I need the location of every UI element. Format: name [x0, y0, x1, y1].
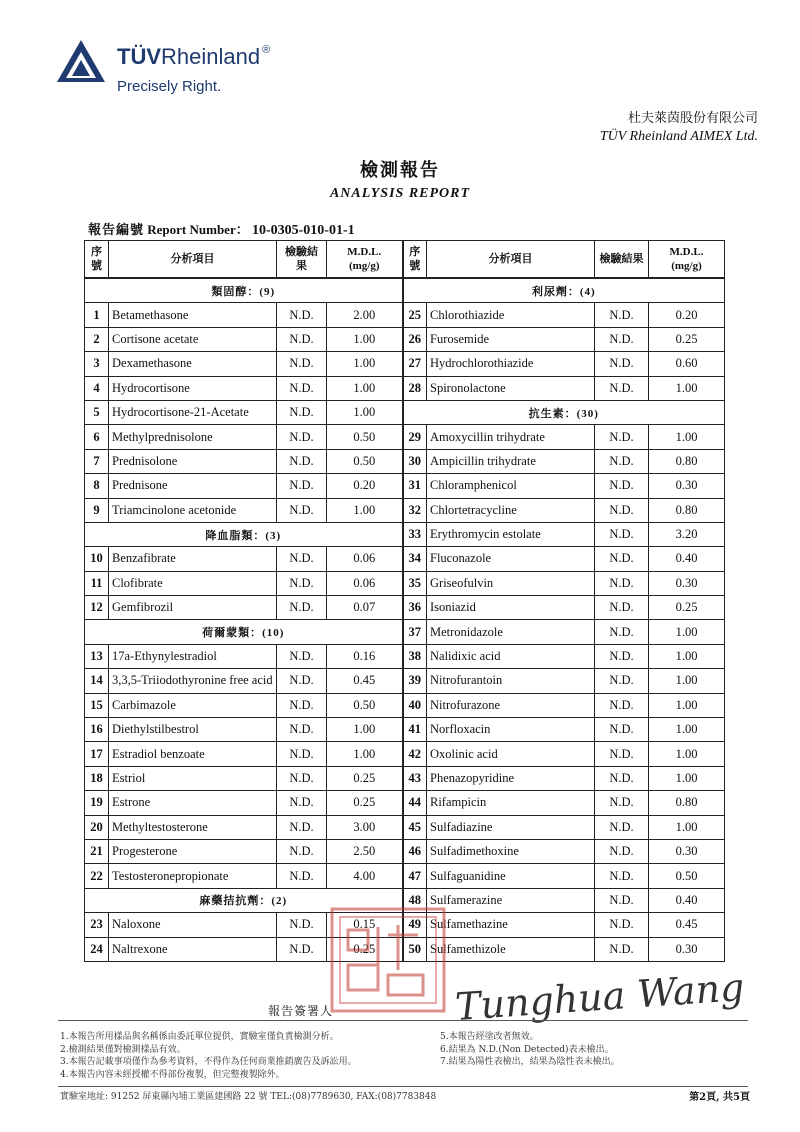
item-number: 11 — [85, 571, 109, 595]
item-number: 34 — [403, 547, 427, 571]
item-result: N.D. — [595, 791, 649, 815]
item-mdl: 1.00 — [649, 669, 725, 693]
table-row — [85, 620, 725, 644]
item-mdl: 0.15 — [327, 913, 403, 937]
item-result: N.D. — [595, 376, 649, 400]
item-number: 39 — [403, 669, 427, 693]
item-result: N.D. — [595, 913, 649, 937]
item-result: N.D. — [277, 571, 327, 595]
table-row — [85, 791, 725, 815]
item-mdl: 1.00 — [649, 376, 725, 400]
item-mdl: 0.30 — [649, 474, 725, 498]
item-mdl: 4.00 — [327, 864, 403, 888]
item-name: Naloxone — [109, 913, 277, 937]
item-number: 3 — [85, 352, 109, 376]
table-row — [85, 766, 725, 790]
item-number: 38 — [403, 644, 427, 668]
item-result: N.D. — [277, 742, 327, 766]
notes-left — [60, 1031, 357, 1081]
item-number: 21 — [85, 839, 109, 863]
item-mdl: 0.30 — [649, 839, 725, 863]
table-row — [85, 669, 725, 693]
item-mdl: 1.00 — [649, 425, 725, 449]
divider — [58, 1086, 748, 1087]
item-name: Nitrofurazone — [427, 693, 595, 717]
item-number: 46 — [403, 839, 427, 863]
tuv-logo — [55, 36, 315, 106]
item-name: Norfloxacin — [427, 718, 595, 742]
item-result: N.D. — [277, 400, 327, 424]
item-name: Sulfadiazine — [427, 815, 595, 839]
item-name: Fluconazole — [427, 547, 595, 571]
category-header: 抗生素：(30) — [403, 400, 725, 424]
table-row — [85, 400, 725, 424]
table-row — [85, 376, 725, 400]
item-name: Nitrofurantoin — [427, 669, 595, 693]
item-number: 40 — [403, 693, 427, 717]
item-result: N.D. — [277, 376, 327, 400]
item-result: N.D. — [595, 522, 649, 546]
item-name: Spironolactone — [427, 376, 595, 400]
category-header: 類固醇：(9) — [85, 278, 403, 303]
item-name: Triamcinolone acetonide — [109, 498, 277, 522]
item-result: N.D. — [277, 791, 327, 815]
table-row — [85, 522, 725, 546]
company-name-en: TÜV Rheinland AIMEX Ltd. — [599, 129, 758, 144]
item-number: 6 — [85, 425, 109, 449]
item-mdl: 0.30 — [649, 571, 725, 595]
item-number: 42 — [403, 742, 427, 766]
table-row — [85, 303, 725, 327]
table-row — [85, 474, 725, 498]
item-number: 13 — [85, 644, 109, 668]
report-number-label-zh: 報告編號 — [88, 222, 145, 237]
item-number: 17 — [85, 742, 109, 766]
item-name: Griseofulvin — [427, 571, 595, 595]
company-name-zh: 杜夫萊茵股份有限公司 — [627, 111, 758, 126]
item-result: N.D. — [277, 303, 327, 327]
item-result: N.D. — [595, 742, 649, 766]
item-result: N.D. — [277, 669, 327, 693]
item-name: Isoniazid — [427, 596, 595, 620]
item-name: 17a-Ethynylestradiol — [109, 644, 277, 668]
table-header-row — [85, 241, 725, 279]
item-name: Sulfamerazine — [427, 888, 595, 912]
item-name: Progesterone — [109, 839, 277, 863]
item-number: 7 — [85, 449, 109, 473]
table-row — [85, 352, 725, 376]
col-header-mdl: M.D.L. (mg/g) — [649, 241, 725, 279]
item-result: N.D. — [595, 718, 649, 742]
item-number: 31 — [403, 474, 427, 498]
item-mdl: 0.80 — [649, 498, 725, 522]
item-mdl: 0.25 — [327, 937, 403, 961]
item-number: 19 — [85, 791, 109, 815]
item-name: Betamethasone — [109, 303, 277, 327]
item-name: Cortisone acetate — [109, 327, 277, 351]
item-mdl: 0.16 — [327, 644, 403, 668]
item-name: Hydrocortisone — [109, 376, 277, 400]
item-result: N.D. — [277, 644, 327, 668]
item-result: N.D. — [277, 498, 327, 522]
table-row — [85, 644, 725, 668]
item-result: N.D. — [595, 425, 649, 449]
item-name: Clofibrate — [109, 571, 277, 595]
item-number: 23 — [85, 913, 109, 937]
item-number: 10 — [85, 547, 109, 571]
item-number: 48 — [403, 888, 427, 912]
table-row — [85, 449, 725, 473]
results-table — [84, 240, 725, 962]
item-name: Testosteronepropionate — [109, 864, 277, 888]
triangle-logo-icon — [55, 38, 107, 84]
item-name: Erythromycin estolate — [427, 522, 595, 546]
item-number: 15 — [85, 693, 109, 717]
item-result: N.D. — [595, 669, 649, 693]
item-mdl: 0.80 — [649, 449, 725, 473]
item-result: N.D. — [277, 425, 327, 449]
brand-name: TÜVRheinland ® — [117, 44, 271, 69]
item-mdl: 3.20 — [649, 522, 725, 546]
item-result: N.D. — [277, 547, 327, 571]
item-name: Nalidixic acid — [427, 644, 595, 668]
item-name: Phenazopyridine — [427, 766, 595, 790]
report-number-line — [88, 219, 355, 239]
item-number: 4 — [85, 376, 109, 400]
item-name: Chlortetracycline — [427, 498, 595, 522]
item-name: Chloramphenicol — [427, 474, 595, 498]
item-number: 1 — [85, 303, 109, 327]
item-result: N.D. — [277, 718, 327, 742]
item-result: N.D. — [277, 327, 327, 351]
item-mdl: 2.00 — [327, 303, 403, 327]
item-name: Prednisolone — [109, 449, 277, 473]
item-number: 9 — [85, 498, 109, 522]
item-mdl: 0.60 — [649, 352, 725, 376]
report-number: 10-0305-010-01-1 — [251, 223, 355, 238]
item-mdl: 0.20 — [649, 303, 725, 327]
item-number: 41 — [403, 718, 427, 742]
item-result: N.D. — [595, 327, 649, 351]
item-result: N.D. — [595, 596, 649, 620]
item-number: 2 — [85, 327, 109, 351]
item-result: N.D. — [595, 864, 649, 888]
item-number: 8 — [85, 474, 109, 498]
item-name: Furosemide — [427, 327, 595, 351]
lab-address: 實驗室地址: 91252 屏東縣內埔工業區建國路 22 號 TEL:(08)7789630, FAX:(08)7783848 — [60, 1092, 437, 1102]
item-number: 45 — [403, 815, 427, 839]
item-mdl: 0.06 — [327, 571, 403, 595]
item-mdl: 0.40 — [649, 547, 725, 571]
item-mdl: 0.50 — [327, 425, 403, 449]
item-number: 5 — [85, 400, 109, 424]
note-item: 3.本報告記載事項僅作為參考資料，不得作為任何商業推銷廣告及訴訟用。 — [60, 1057, 357, 1068]
item-mdl: 0.06 — [327, 547, 403, 571]
table-row — [85, 425, 725, 449]
item-result: N.D. — [277, 937, 327, 961]
item-name: Methylprednisolone — [109, 425, 277, 449]
item-name: Carbimazole — [109, 693, 277, 717]
table-row — [85, 571, 725, 595]
item-number: 16 — [85, 718, 109, 742]
report-number-label-en: Report Number： — [147, 222, 249, 237]
category-header: 利尿劑：(4) — [403, 278, 725, 303]
item-name: Benzafibrate — [109, 547, 277, 571]
item-mdl: 0.50 — [327, 449, 403, 473]
item-result: N.D. — [595, 937, 649, 961]
item-mdl: 0.07 — [327, 596, 403, 620]
item-result: N.D. — [277, 596, 327, 620]
item-name: 3,3,5-Triiodothyronine free acid — [109, 669, 277, 693]
item-name: Sulfamethazine — [427, 913, 595, 937]
page-number: 第2頁, 共5頁 — [689, 1092, 750, 1103]
item-name: Prednisone — [109, 474, 277, 498]
category-header: 麻藥拮抗劑：(2) — [85, 888, 403, 912]
item-result: N.D. — [595, 839, 649, 863]
item-result: N.D. — [277, 839, 327, 863]
item-name: Sulfaguanidine — [427, 864, 595, 888]
item-mdl: 1.00 — [327, 352, 403, 376]
item-mdl: 0.20 — [327, 474, 403, 498]
table-row — [85, 815, 725, 839]
item-number: 37 — [403, 620, 427, 644]
item-name: Oxolinic acid — [427, 742, 595, 766]
item-number: 49 — [403, 913, 427, 937]
item-result: N.D. — [595, 352, 649, 376]
item-mdl: 0.30 — [649, 937, 725, 961]
col-header-mdl: M.D.L. (mg/g) — [327, 241, 403, 279]
item-name: Rifampicin — [427, 791, 595, 815]
item-mdl: 0.45 — [649, 913, 725, 937]
table-row — [85, 718, 725, 742]
item-result: N.D. — [277, 474, 327, 498]
item-result: N.D. — [277, 352, 327, 376]
item-mdl: 0.25 — [327, 791, 403, 815]
item-name: Sulfamethizole — [427, 937, 595, 961]
item-mdl: 1.00 — [327, 498, 403, 522]
report-title — [0, 156, 800, 202]
company-seal — [328, 905, 448, 1015]
item-result: N.D. — [595, 620, 649, 644]
note-item: 5.本報告經塗改者無效。 — [440, 1032, 539, 1042]
item-result: N.D. — [595, 303, 649, 327]
item-number: 24 — [85, 937, 109, 961]
item-number: 22 — [85, 864, 109, 888]
item-mdl: 0.25 — [649, 596, 725, 620]
note-item: 6.結果為 N.D.(Non Detected)表未檢出。 — [440, 1044, 614, 1055]
item-mdl: 2.50 — [327, 839, 403, 863]
item-name: Naltrexone — [109, 937, 277, 961]
item-result: N.D. — [595, 547, 649, 571]
col-header-result: 檢驗結果 — [595, 241, 649, 279]
item-mdl: 1.00 — [327, 718, 403, 742]
company-name — [600, 110, 758, 146]
item-number: 30 — [403, 449, 427, 473]
table-row — [85, 327, 725, 351]
table-row — [85, 278, 725, 303]
item-number: 14 — [85, 669, 109, 693]
item-name: Dexamethasone — [109, 352, 277, 376]
item-result: N.D. — [277, 864, 327, 888]
item-number: 44 — [403, 791, 427, 815]
item-name: Estrone — [109, 791, 277, 815]
note-item: 1.本報告所用樣品與名稱係由委託單位提供，實驗室僅負責檢測分析。 — [60, 1032, 339, 1042]
item-number: 36 — [403, 596, 427, 620]
item-mdl: 1.00 — [649, 693, 725, 717]
item-mdl: 1.00 — [649, 766, 725, 790]
notes-right — [440, 1031, 620, 1069]
item-number: 18 — [85, 766, 109, 790]
handwritten-signature: Tunghua Wang — [453, 964, 746, 1030]
item-result: N.D. — [595, 888, 649, 912]
col-header-item: 分析項目 — [427, 241, 595, 279]
note-item: 2.檢測結果僅對檢測樣品有效。 — [60, 1044, 186, 1055]
item-number: 27 — [403, 352, 427, 376]
item-mdl: 1.00 — [649, 815, 725, 839]
item-name: Diethylstilbestrol — [109, 718, 277, 742]
item-number: 35 — [403, 571, 427, 595]
item-mdl: 1.00 — [327, 376, 403, 400]
item-name: Estriol — [109, 766, 277, 790]
item-mdl: 0.50 — [649, 864, 725, 888]
item-name: Metronidazole — [427, 620, 595, 644]
item-number: 47 — [403, 864, 427, 888]
item-result: N.D. — [595, 644, 649, 668]
item-mdl: 1.00 — [327, 327, 403, 351]
item-result: N.D. — [595, 449, 649, 473]
note-item: 4.本報告內容未經授權不得部份複製，但完整複製除外。 — [60, 1069, 285, 1080]
item-number: 25 — [403, 303, 427, 327]
divider — [58, 1020, 748, 1021]
item-mdl: 0.40 — [649, 888, 725, 912]
item-result: N.D. — [277, 815, 327, 839]
item-name: Chlorothiazide — [427, 303, 595, 327]
table-row — [85, 693, 725, 717]
item-result: N.D. — [595, 571, 649, 595]
item-number: 33 — [403, 522, 427, 546]
report-title-zh: 檢測報告 — [360, 160, 440, 181]
col-header-no: 序號 — [85, 241, 109, 279]
item-name: Ampicillin trihydrate — [427, 449, 595, 473]
item-name: Hydrocortisone-21-Acetate — [109, 400, 277, 424]
item-mdl: 0.45 — [327, 669, 403, 693]
item-number: 43 — [403, 766, 427, 790]
item-mdl: 1.00 — [649, 620, 725, 644]
item-name: Hydrochlorothiazide — [427, 352, 595, 376]
report-title-en: ANALYSIS REPORT — [329, 186, 471, 201]
item-result: N.D. — [595, 474, 649, 498]
item-result: N.D. — [277, 449, 327, 473]
table-row — [85, 864, 725, 888]
item-result: N.D. — [277, 913, 327, 937]
item-number: 20 — [85, 815, 109, 839]
item-mdl: 0.25 — [327, 766, 403, 790]
item-mdl: 0.80 — [649, 791, 725, 815]
item-result: N.D. — [595, 693, 649, 717]
category-header: 降血脂類：(3) — [85, 522, 403, 546]
col-header-item: 分析項目 — [109, 241, 277, 279]
item-name: Methyltestosterone — [109, 815, 277, 839]
col-header-no: 序號 — [403, 241, 427, 279]
table-row — [85, 498, 725, 522]
item-number: 29 — [403, 425, 427, 449]
table-row — [85, 596, 725, 620]
item-number: 26 — [403, 327, 427, 351]
category-header: 荷爾蒙類：(10) — [85, 620, 403, 644]
signer-label: 報告簽署人 — [268, 1004, 334, 1018]
item-mdl: 1.00 — [327, 400, 403, 424]
item-mdl: 1.00 — [649, 718, 725, 742]
item-number: 50 — [403, 937, 427, 961]
table-row — [85, 839, 725, 863]
brand-tagline: Precisely Right. — [117, 78, 222, 95]
item-mdl: 0.25 — [649, 327, 725, 351]
item-name: Estradiol benzoate — [109, 742, 277, 766]
item-result: N.D. — [277, 693, 327, 717]
item-mdl: 1.00 — [649, 644, 725, 668]
table-row — [85, 742, 725, 766]
item-result: N.D. — [595, 815, 649, 839]
item-name: Sulfadimethoxine — [427, 839, 595, 863]
item-result: N.D. — [595, 766, 649, 790]
item-number: 12 — [85, 596, 109, 620]
item-result: N.D. — [277, 766, 327, 790]
table-row — [85, 547, 725, 571]
item-mdl: 1.00 — [649, 742, 725, 766]
item-name: Amoxycillin trihydrate — [427, 425, 595, 449]
item-mdl: 0.50 — [327, 693, 403, 717]
item-name: Gemfibrozil — [109, 596, 277, 620]
note-item: 7.結果為陽性表檢出，結果為陰性表未檢出。 — [440, 1057, 620, 1068]
col-header-result: 檢驗結果 — [277, 241, 327, 279]
item-number: 28 — [403, 376, 427, 400]
item-mdl: 3.00 — [327, 815, 403, 839]
item-mdl: 1.00 — [327, 742, 403, 766]
item-result: N.D. — [595, 498, 649, 522]
item-number: 32 — [403, 498, 427, 522]
